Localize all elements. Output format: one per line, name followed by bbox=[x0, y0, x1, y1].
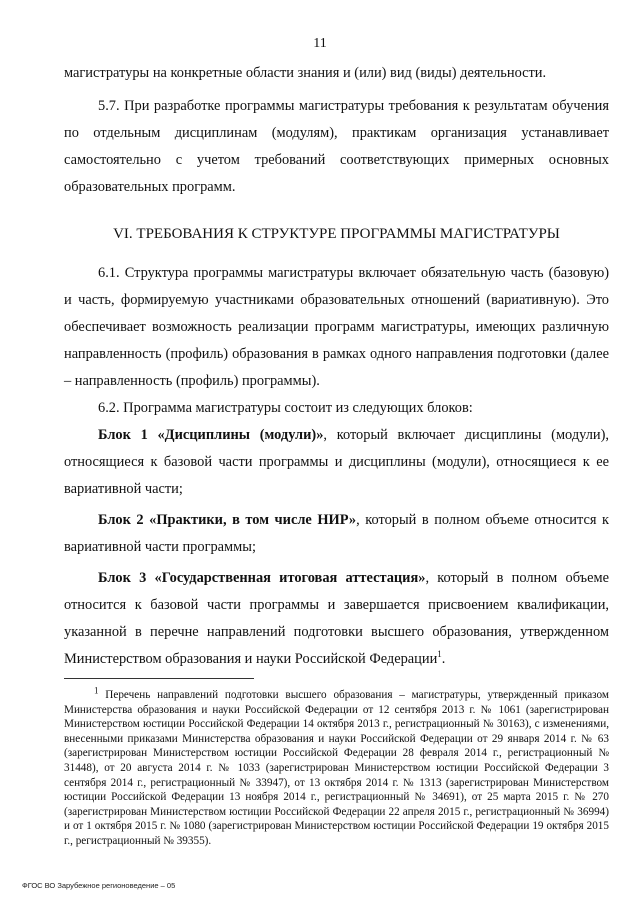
paragraph-6-1: 6.1. Структура программы магистратуры включает обязательную часть (базовую) и часть, формируемую участниками образовательных отношений (вариативную). Это обеспечивает возможность реализации программ магистратуры, имеющих различную направленность (профиль) образования в рамках одного направления подготовки (далее – направленность (профиль) программы). bbox=[64, 265, 609, 389]
paragraph-block-1 bbox=[64, 422, 609, 503]
footnote-separator bbox=[64, 678, 254, 679]
paragraph-6-2: 6.2. Программа магистратуры состоит из следующих блоков: bbox=[98, 400, 473, 416]
footnote bbox=[64, 685, 609, 849]
section-heading: VI. ТРЕБОВАНИЯ К СТРУКТУРЕ ПРОГРАММЫ МАГИСТРАТУРЫ bbox=[113, 226, 560, 242]
page-number: 11 bbox=[313, 36, 327, 51]
paragraph-continuation: магистратуры на конкретные области знания и (или) вид (виды) деятельности. bbox=[64, 65, 547, 81]
block-3-title: Блок 3 «Государственная итоговая аттестация» bbox=[98, 570, 426, 586]
paragraph-5-7: 5.7. При разработке программы магистратуры требования к результатам обучения по отдельным дисциплинам (модулям), практикам организация устанавливает самостоятельно с учетом требований соответствующих примерных основных образовательных программ. bbox=[64, 98, 609, 195]
paragraph-block-3 bbox=[64, 565, 609, 673]
main-text bbox=[64, 60, 609, 673]
footer-label: ФГОС ВО Зарубежное регионоведение – 05 bbox=[22, 881, 176, 890]
block-3-end: . bbox=[441, 651, 446, 667]
footnote-text-block bbox=[64, 685, 609, 849]
block-3-text: , который в полном объеме относится к базовой части программы и завершается присвоением квалификации, указанной в перечне направлений подготовки высшего образования, утвержденном Министерством образования и науки Российской Федерации bbox=[64, 570, 609, 667]
footnote-reference[interactable]: 1 bbox=[437, 649, 442, 660]
block-2-title: Блок 2 «Практики, в том числе НИР» bbox=[98, 512, 357, 528]
block-2-text: , который в полном объеме относится к вариативной части программы; bbox=[64, 512, 609, 555]
block-1-title: Блок 1 «Дисциплины (модули)» bbox=[98, 427, 324, 443]
block-1-text: , который включает дисциплины (модули), относящиеся к базовой части программы и дисциплины (модули), относящиеся к ее вариативной части; bbox=[64, 427, 609, 497]
footnote-mark: 1 bbox=[94, 685, 99, 696]
footnote-text: Перечень направлений подготовки высшего образования – магистратуры, утвержденный приказом Министерства образования и науки Российской Федерации от 12 сентября 2013 г. № 1061 (зарегистрирован Министерством юстиции Российской Федерации 14 октября 2013 г., регистрационный № 30163), с изменениями, внесенными приказами Министерства образования и науки Российской Федерации от 29 января 2014 г. № 63 (зарегистрирован Министерством юстиции Российской Федерации 28 февраля 2014 г., регистрационный № 31448), от 20 августа 2014 г. № 1033 (зарегистрирован Министерством юстиции Российской Федерации 3 сентября 2014 г., регистрационный № 33947), от 13 октября 2014 г. № 1313 (зарегистрирован Министерством юстиции Российской Федерации 13 ноября 2014 г., регистрационный № 34691), от 25 марта 2015 г. № 270 (зарегистрирован Министерством юстиции Российской Федерации 22 апреля 2015 г., регистрационный № 36994) и от 1 октября 2015 г. № 1080 (зарегистрирован Министерством юстиции Российской Федерации 19 октября 2015 г., регистрационный № 39355). bbox=[64, 689, 609, 847]
paragraph-block-2 bbox=[64, 507, 609, 561]
